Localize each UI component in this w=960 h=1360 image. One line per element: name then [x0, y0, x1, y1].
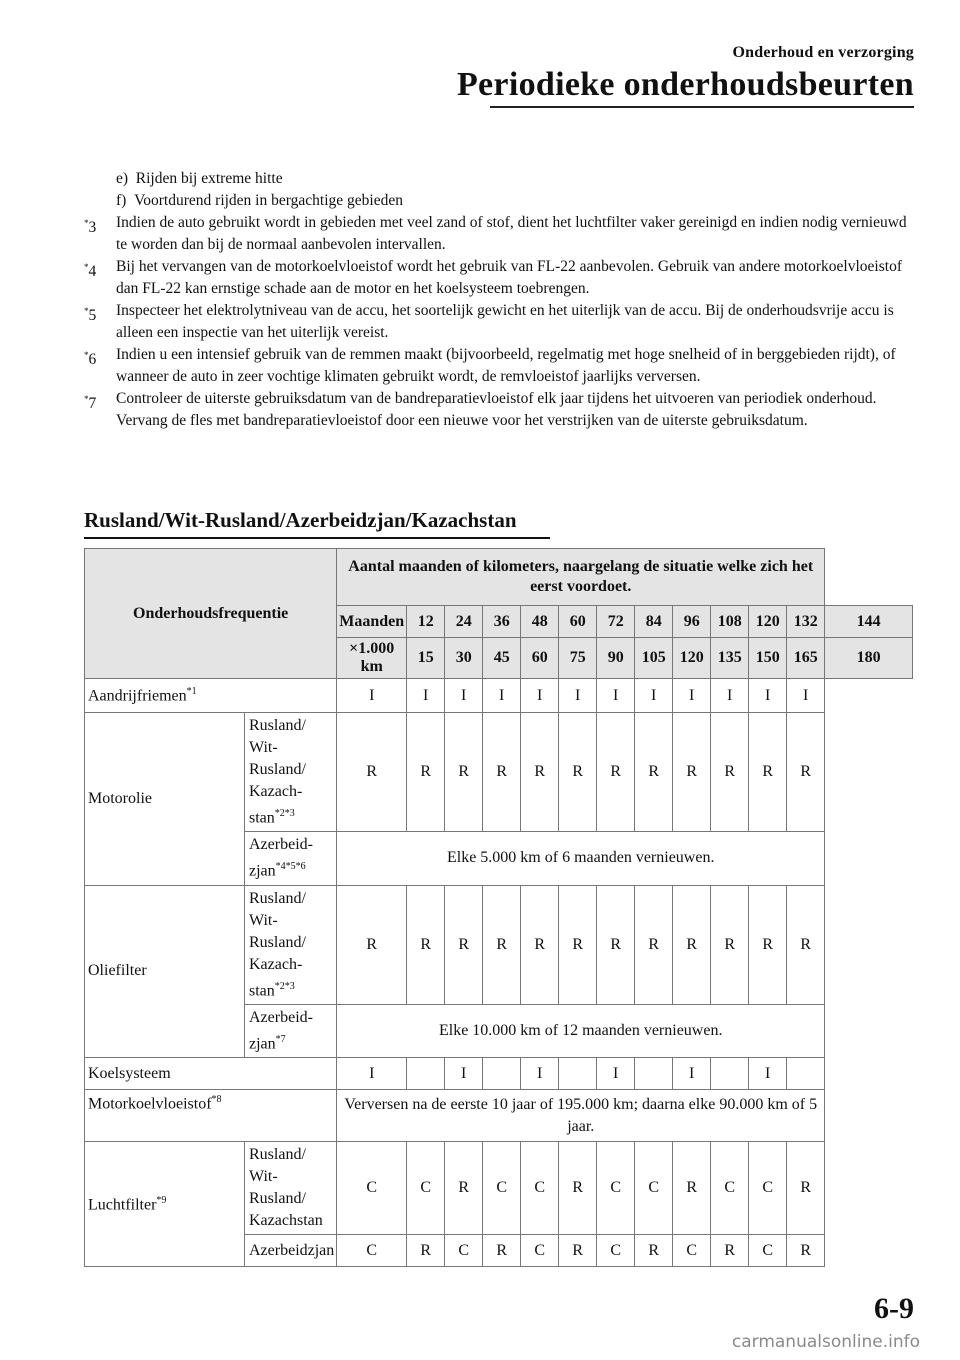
region-cell: Azerbeidzjan [245, 1235, 337, 1267]
footnote [84, 388, 916, 432]
schedule-cell [635, 1058, 673, 1090]
section-underline [84, 537, 550, 539]
km-header-cell: 90 [597, 638, 635, 679]
month-header-cell: 48 [521, 606, 559, 638]
schedule-cell: R [673, 885, 711, 1004]
schedule-cell: R [483, 885, 521, 1004]
interval-intro: Aantal maanden of kilometers, naargelang de situatie welke zich het eerst voordoet. [337, 549, 825, 606]
region-cell: Azerbeid-zjan$^{*4*5*6}$ [245, 832, 337, 885]
month-header-cell: 108 [711, 606, 749, 638]
page-number: 6-9 [874, 1292, 914, 1325]
schedule-cell: I [559, 679, 597, 713]
schedule-cell: R [559, 1142, 597, 1235]
motorolie-azerbeidzjan-note: Elke 5.000 km of 6 maanden vernieuwen. [337, 832, 825, 885]
footnote-text: Controleer de uiterste gebruiksdatum van de bandreparatievloeistof elk jaar tijdens het uitvoeren van periodiek onderhoud. Vervang de fles met bandreparatievloeistof door een nieuwe voor het verstrijken van de uiterste gebruiksdatum. [116, 390, 877, 429]
km-label: ×1.000 km [337, 638, 407, 679]
row-label-motorkoelvloeistof: Motorkoelvloeistof$^{*8}$ [85, 1090, 337, 1142]
notes-block [84, 168, 916, 432]
km-header-cell: 135 [711, 638, 749, 679]
footnote [84, 212, 916, 256]
section-name: Onderhoud en verzorging [732, 44, 914, 61]
schedule-cell: C [597, 1142, 635, 1235]
schedule-cell: I [711, 679, 749, 713]
schedule-cell: R [597, 713, 635, 832]
schedule-cell: C [483, 1142, 521, 1235]
km-header-cell: 15 [407, 638, 445, 679]
schedule-cell [787, 1058, 825, 1090]
schedule-cell [711, 1058, 749, 1090]
footnote [84, 344, 916, 388]
km-header-cell: 165 [787, 638, 825, 679]
row-label-koelsysteem: Koelsysteem [85, 1058, 337, 1090]
schedule-cell: R [597, 885, 635, 1004]
footnote-mark: *6 [84, 350, 97, 368]
month-header-cell: 60 [559, 606, 597, 638]
km-header-cell: 105 [635, 638, 673, 679]
schedule-cell: I [673, 1058, 711, 1090]
schedule-cell: I [445, 1058, 483, 1090]
frequency-header: Onderhoudsfrequentie [85, 549, 337, 679]
footnote-mark: *5 [84, 306, 97, 324]
row-label-aandrijfriemen: Aandrijfriemen$^{*1}$ [85, 679, 337, 713]
schedule-cell: R [787, 1235, 825, 1267]
row-label-luchtfilter: Luchtfilter$^{*9}$ [85, 1142, 245, 1267]
km-header-cell: 30 [445, 638, 483, 679]
schedule-cell: C [521, 1235, 559, 1267]
schedule-cell: I [749, 679, 787, 713]
schedule-cell: R [337, 885, 407, 1004]
month-header-cell: 132 [787, 606, 825, 638]
schedule-cell: R [749, 713, 787, 832]
schedule-cell: I [483, 679, 521, 713]
schedule-cell: I [337, 1058, 407, 1090]
region-cell: Rusland/ Wit-Rusland/ Kazachstan [245, 1142, 337, 1235]
schedule-cell: C [597, 1235, 635, 1267]
km-header-cell: 75 [559, 638, 597, 679]
schedule-cell: R [559, 1235, 597, 1267]
schedule-cell: R [635, 713, 673, 832]
motorkoelvloeistof-note: Verversen na de eerste 10 jaar of 195.000 km; daarna elke 90.000 km of 5 jaar. [337, 1090, 825, 1142]
schedule-cell: C [445, 1235, 483, 1267]
km-header-cell: 45 [483, 638, 521, 679]
footnote-text: Bij het vervangen van de motorkoelvloeistof wordt het gebruik van FL-22 aanbevolen. Gebruik van andere motorkoelvloeistof dan FL-22 kan ernstige schade aan de motor en het koelsysteem toebrengen. [116, 258, 902, 297]
schedule-cell: R [559, 885, 597, 1004]
schedule-cell: C [521, 1142, 559, 1235]
schedule-cell: R [445, 1142, 483, 1235]
schedule-cell: R [635, 1235, 673, 1267]
row-label-oliefilter: Oliefilter [85, 885, 245, 1058]
section-heading: Rusland/Wit-Rusland/Azerbeidzjan/Kazachstan [84, 508, 517, 532]
km-header-cell: 180 [825, 638, 913, 679]
month-header-cell: 144 [825, 606, 913, 638]
schedule-cell: R [445, 713, 483, 832]
schedule-cell: C [749, 1235, 787, 1267]
schedule-cell: R [787, 713, 825, 832]
km-header-cell: 150 [749, 638, 787, 679]
watermark: carmanualsonline.info [731, 1332, 920, 1352]
schedule-cell: C [635, 1142, 673, 1235]
schedule-cell [483, 1058, 521, 1090]
schedule-cell: R [673, 1142, 711, 1235]
header-divider [490, 106, 914, 108]
footnote-mark: *3 [84, 218, 97, 236]
schedule-cell: R [483, 713, 521, 832]
footnote [84, 300, 916, 344]
schedule-cell: I [337, 679, 407, 713]
schedule-cell: R [711, 885, 749, 1004]
sub-item: e) Rijden bij extreme hitte [116, 170, 283, 187]
row-label-motorolie: Motorolie [85, 713, 245, 886]
footnote [84, 256, 916, 300]
schedule-cell [407, 1058, 445, 1090]
schedule-cell: I [597, 679, 635, 713]
schedule-cell: R [407, 1235, 445, 1267]
schedule-cell: I [787, 679, 825, 713]
schedule-cell: R [483, 1235, 521, 1267]
schedule-cell: I [597, 1058, 635, 1090]
schedule-cell: R [559, 713, 597, 832]
schedule-cell: R [749, 885, 787, 1004]
schedule-cell: R [521, 885, 559, 1004]
schedule-cell: R [445, 885, 483, 1004]
schedule-cell: R [711, 1235, 749, 1267]
km-header-cell: 120 [673, 638, 711, 679]
oliefilter-azerbeidzjan-note: Elke 10.000 km of 12 maanden vernieuwen. [337, 1004, 825, 1057]
footnote-text: Inspecteer het elektrolytniveau van de accu, het soortelijk gewicht en het uiterlijk van de accu. Bij de onderhoudsvrije accu is alleen een inspectie van het uiterlijk vereist. [116, 302, 894, 341]
schedule-cell: I [749, 1058, 787, 1090]
months-label: Maanden [337, 606, 407, 638]
schedule-cell: I [673, 679, 711, 713]
schedule-cell: C [673, 1235, 711, 1267]
schedule-cell: I [635, 679, 673, 713]
schedule-cell: R [673, 713, 711, 832]
schedule-cell: R [787, 885, 825, 1004]
schedule-cell: C [337, 1235, 407, 1267]
page-header [457, 44, 914, 104]
schedule-cell: R [635, 885, 673, 1004]
month-header-cell: 84 [635, 606, 673, 638]
schedule-cell: R [711, 713, 749, 832]
region-cell: Rusland/ Wit-Rusland/ Kazach-stan$^{*2*3}$ [245, 713, 337, 832]
month-header-cell: 12 [407, 606, 445, 638]
schedule-cell: C [749, 1142, 787, 1235]
schedule-cell: R [337, 713, 407, 832]
month-header-cell: 96 [673, 606, 711, 638]
schedule-cell: R [407, 885, 445, 1004]
month-header-cell: 24 [445, 606, 483, 638]
schedule-cell: R [787, 1142, 825, 1235]
schedule-cell: I [521, 1058, 559, 1090]
page-title: Periodieke onderhoudsbeurten [456, 66, 914, 103]
month-header-cell: 72 [597, 606, 635, 638]
schedule-cell: I [521, 679, 559, 713]
schedule-cell: C [407, 1142, 445, 1235]
sub-item: f) Voortdurend rijden in bergachtige gebieden [116, 192, 403, 209]
km-header-cell: 60 [521, 638, 559, 679]
schedule-cell: R [407, 713, 445, 832]
region-cell: Azerbeid-zjan$^{*7}$ [245, 1004, 337, 1057]
maintenance-schedule-table [84, 548, 913, 1267]
schedule-cell: I [445, 679, 483, 713]
schedule-cell [559, 1058, 597, 1090]
footnote-mark: *7 [84, 394, 97, 412]
footnote-text: Indien u een intensief gebruik van de remmen maakt (bijvoorbeeld, regelmatig met hoge snelheid of in berggebieden rijdt), of wanneer de auto in zeer vochtige klimaten gebruikt wordt, de remvloeistof jaarlijks verversen. [116, 346, 896, 385]
schedule-cell: I [407, 679, 445, 713]
month-header-cell: 36 [483, 606, 521, 638]
schedule-cell: C [337, 1142, 407, 1235]
footnote-mark: *4 [84, 262, 97, 280]
schedule-cell: R [521, 713, 559, 832]
footnote-text: Indien de auto gebruikt wordt in gebieden met veel zand of stof, dient het luchtfilter vaker gereinigd en indien nodig vernieuwd te worden dan bij de normaal aanbevolen intervallen. [116, 214, 907, 253]
month-header-cell: 120 [749, 606, 787, 638]
region-cell: Rusland/ Wit-Rusland/ Kazach-stan$^{*2*3}$ [245, 885, 337, 1004]
schedule-cell: C [711, 1142, 749, 1235]
